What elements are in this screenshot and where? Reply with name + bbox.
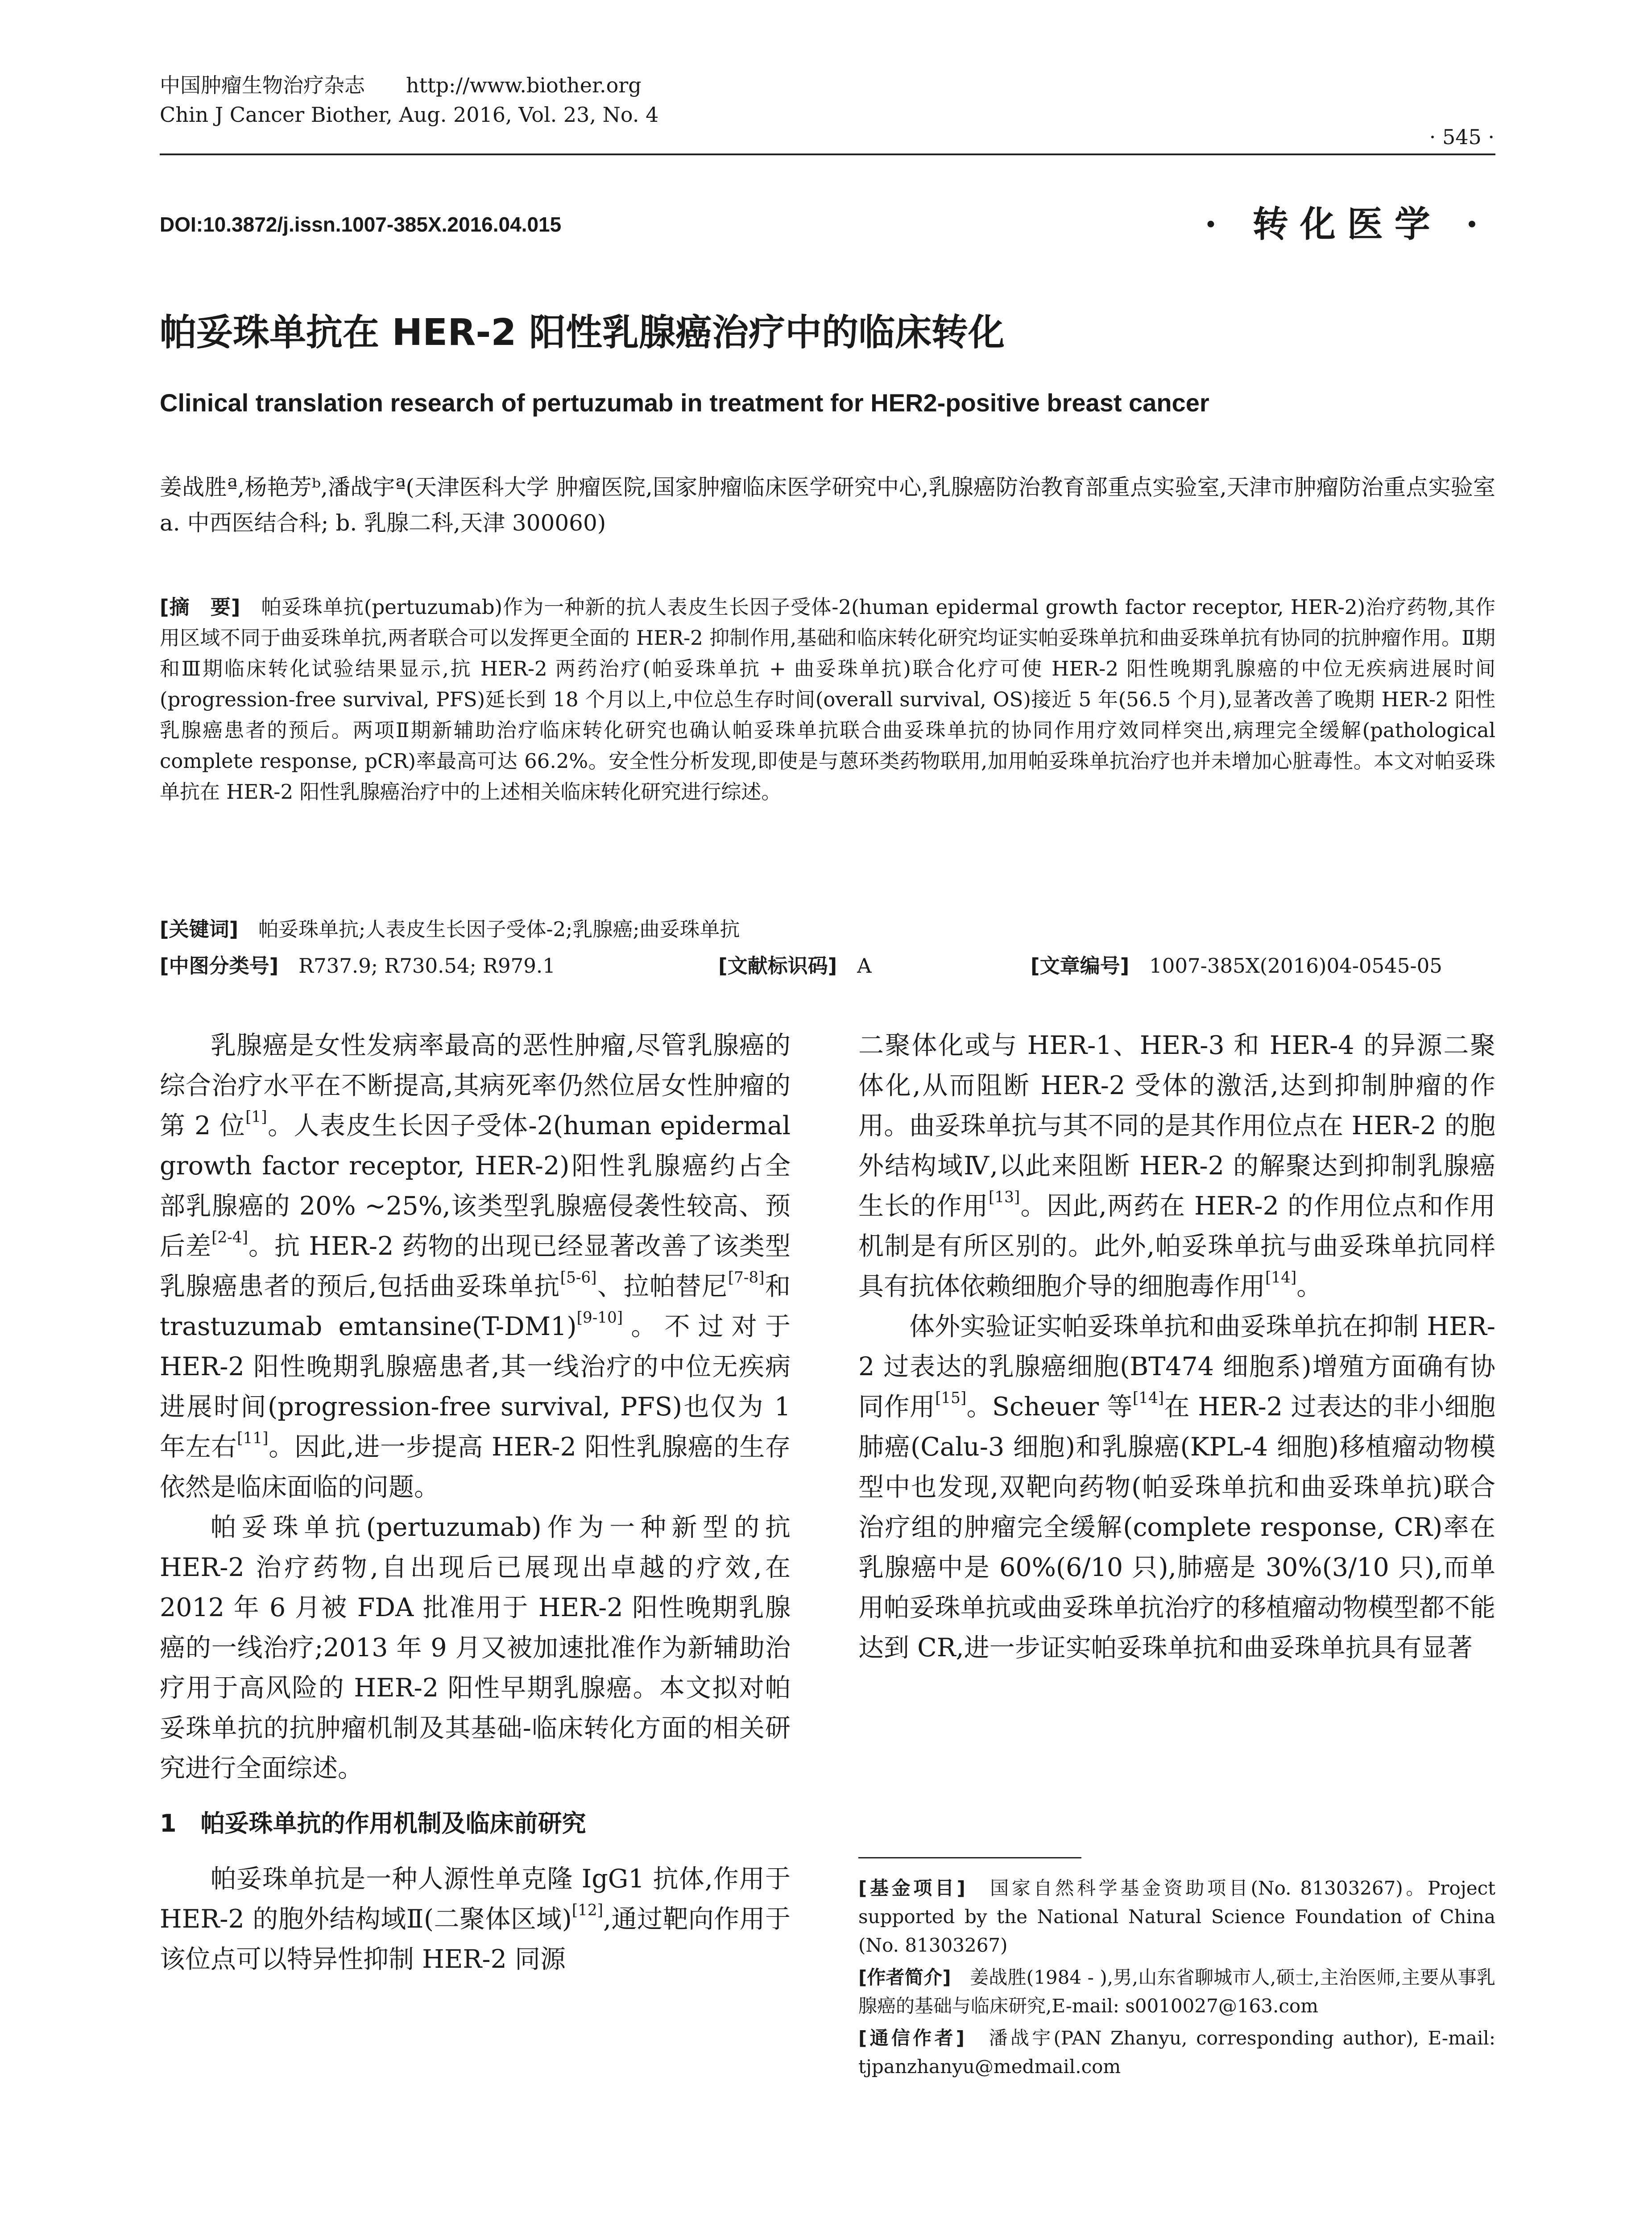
title-english: Clinical translation research of pertuzumab in treatment for HER2-positive breast cancer: [160, 389, 1209, 417]
art-value: 1007-385X(2016)04-0545-05: [1149, 954, 1442, 978]
footnotes: [858, 1874, 1495, 2085]
citation-ref: [13]: [988, 1188, 1020, 1207]
keywords-label: [关键词]: [160, 917, 239, 941]
doi: DOI:10.3872/j.issn.1007-385X.2016.04.015: [160, 213, 562, 236]
page-number: · 545 ·: [1429, 125, 1495, 149]
clc-number: [160, 950, 695, 981]
authors-affiliations: 姜战胜ª,杨艳芳ᵇ,潘战宇ª(天津医科大学 肿瘤医院,国家肿瘤临床医学研究中心,乳腺癌防治教育部重点实验室,天津市肿瘤防治重点实验室 a. 中西医结合科; b. 乳腺二科,天津 300060): [160, 474, 1495, 536]
header-rule: [160, 153, 1495, 155]
article-number: [1031, 950, 1503, 981]
citation-ref: [15]: [935, 1389, 967, 1407]
right-column: [858, 1025, 1495, 1668]
footnote-correspondence: [通信作者] 潘战宇(PAN Zhanyu, corresponding author), E-mail: tjpanzhanyu@medmail.com: [858, 2027, 1495, 2078]
footnote-rule: [858, 1857, 1081, 1858]
abstract-label: [摘 要]: [160, 595, 240, 619]
clc-label: [中图分类号]: [160, 954, 279, 978]
keywords: [160, 914, 1495, 945]
body-paragraph: 体外实验证实帕妥珠单抗和曲妥珠单抗在抑制 HER-2 过表达的乳腺癌细胞(BT474 细胞系)增殖方面确有协同作用[15]。Scheuer 等[14]在 HER-2 过表达的非小细胞肺癌(Calu-3 细胞)和乳腺癌(KPL-4 细胞)移植瘤动物模型中也发现,双靶向药物(帕妥珠单抗和曲妥珠单抗)联合治疗组的肿瘤完全缓解(complete response, CR)率在乳腺癌中是 60%(6/10 只),肺癌是 30%(3/10 只),而单用帕妥珠单抗或曲妥珠单抗治疗的移植瘤动物模型都不能达到 CR,进一步证实帕妥珠单抗和曲妥珠单抗具有显著: [858, 1312, 1496, 1663]
document-code: [718, 950, 1031, 981]
footnote-author: [作者简介] 姜战胜(1984 - ),男,山东省聊城市人,硕士,主治医师,主要从事乳腺癌的基础与临床研究,E-mail: s0010027@163.com: [858, 1966, 1495, 2017]
citation-ref: [2-4]: [211, 1228, 248, 1247]
citation-ref: [1]: [245, 1108, 267, 1126]
running-header: [160, 70, 1052, 129]
body-paragraph: 乳腺癌是女性发病率最高的恶性肿瘤,尽管乳腺癌的综合治疗水平在不断提高,其病死率仍然位居女性肿瘤的第 2 位[1]。人表皮生长因子受体-2(human epidermal growth factor receptor, HER-2)阳性乳腺癌约占全部乳腺癌的 20% ~25%,该类型乳腺癌侵袭性较高、预后差[2-4]。抗 HER-2 药物的出现已经显著改善了该类型乳腺癌患者的预后,包括曲妥珠单抗[5-6]、拉帕替尼[7-8]和 trastuzumab emtansine(T-DM1)[9-10]。不过对于 HER-2 阳性晚期乳腺癌患者,其一线治疗的中位无疾病进展时间(progression-free survival, PFS)也仅为 1 年左右[11]。因此,进一步提高 HER-2 阳性乳腺癌的生存依然是临床面临的问题。: [160, 1031, 791, 1502]
citation-ref: [9-10]: [576, 1309, 623, 1327]
citation-ref: [5-6]: [560, 1269, 597, 1287]
citation-ref: [14]: [1132, 1389, 1164, 1407]
section-heading: 1 帕妥珠单抗的作用机制及临床前研究: [160, 1809, 586, 1837]
body-paragraph: 二聚体化或与 HER-1、HER-3 和 HER-4 的异源二聚体化,从而阻断 HER-2 受体的激活,达到抑制肿瘤的作用。曲妥珠单抗与其不同的是其作用位点在 HER-2 的胞外结构域Ⅳ,以此来阻断 HER-2 的解聚达到抑制乳腺癌生长的作用[13]。因此,两药在 HER-2 的作用位点和作用机制是有所区别的。此外,帕妥珠单抗与曲妥珠单抗同样具有抗体依赖细胞介导的细胞毒作用[14]。: [858, 1031, 1495, 1301]
citation-ref: [11]: [237, 1429, 269, 1447]
left-column: [160, 1025, 791, 1979]
body-paragraph: 帕妥珠单抗(pertuzumab)作为一种新型的抗 HER-2 治疗药物,自出现后已展现出卓越的疗效,在 2012 年 6 月被 FDA 批准用于 HER-2 阳性晚期乳腺癌的一线治疗;2013 年 9 月又被加速批准作为新辅助治疗用于高风险的 HER-2 阳性早期乳腺癌。本文拟对帕妥珠单抗的抗肿瘤机制及其基础-临床转化方面的相关研究进行全面综述。: [160, 1513, 791, 1783]
journal-citation: Chin J Cancer Biother, Aug. 2016, Vol. 23, No. 4: [160, 103, 659, 127]
abstract: [160, 592, 1495, 807]
citation-ref: [12]: [571, 1901, 604, 1920]
citation-ref: [14]: [1265, 1269, 1297, 1287]
abstract-text: 帕妥珠单抗(pertuzumab)作为一种新的抗人表皮生长因子受体-2(human epidermal growth factor receptor, HER-2)治疗药物,其作用区域不同于曲妥珠单抗,两者联合可以发挥更全面的 HER-2 抑制作用,基础和临床转化研究均证实帕妥珠单抗和曲妥珠单抗有协同的抗肿瘤作用。Ⅱ期和Ⅲ期临床转化试验结果显示,抗 HER-2 两药治疗(帕妥珠单抗 + 曲妥珠单抗)联合化疗可使 HER-2 阳性晚期乳腺癌的中位无疾病进展时间(progression-free survival, PFS)延长到 18 个月以上,中位总生存时间(overall survival, OS)接近 5 年(56.5 个月),显著改善了晚期 HER-2 阳性乳腺癌患者的预后。两项Ⅱ期新辅助治疗临床转化研究也确认帕妥珠单抗联合曲妥珠单抗的协同作用疗效同样突出,病理完全缓解(pathological complete response, pCR)率最高可达 66.2%。安全性分析发现,即使是与蒽环类药物联用,加用帕妥珠单抗治疗也并未增加心脏毒性。本文对帕妥珠单抗在 HER-2 阳性乳腺癌治疗中的上述相关临床转化研究进行综述。: [160, 595, 1495, 804]
clc-value: R737.9; R730.54; R979.1: [298, 954, 555, 978]
title-chinese: 帕妥珠单抗在 HER-2 阳性乳腺癌治疗中的临床转化: [160, 311, 1005, 354]
keywords-text: 帕妥珠单抗;人表皮生长因子受体-2;乳腺癌;曲妥珠单抗: [258, 917, 740, 941]
doc-value: A: [857, 954, 872, 978]
journal-url: http://www.biother.org: [406, 73, 642, 97]
art-label: [文章编号]: [1031, 954, 1130, 978]
citation-ref: [7-8]: [728, 1269, 765, 1287]
body-paragraph: 帕妥珠单抗是一种人源性单克隆 IgG1 抗体,作用于 HER-2 的胞外结构域Ⅱ(二聚体区域)[12],通过靶向作用于该位点可以特异性抑制 HER-2 同源: [160, 1864, 791, 1974]
footnote-funding: [基金项目] 国家自然科学基金资助项目(No. 81303267)。Project supported by the National Natural Science Foundation of China (No. 81303267): [858, 1877, 1495, 1956]
doc-label: [文献标识码]: [718, 954, 837, 978]
journal-name-cn: 中国肿瘤生物治疗杂志: [160, 73, 365, 97]
section-label: · 转化医学 ·: [1205, 203, 1490, 245]
